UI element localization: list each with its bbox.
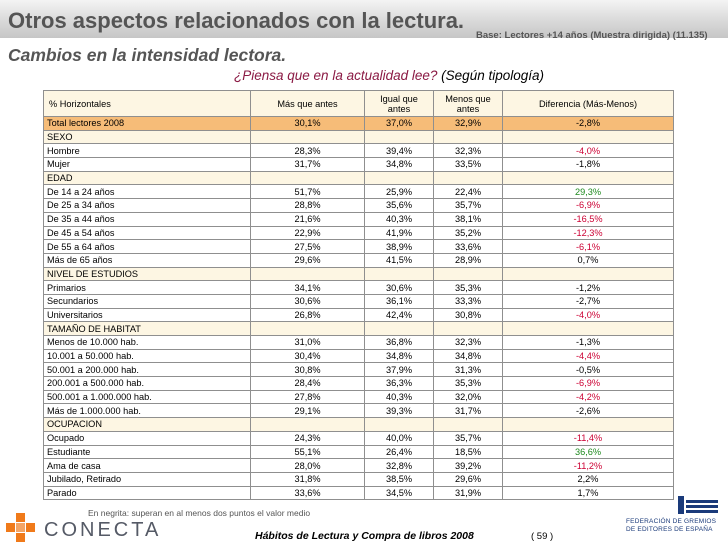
column-header: Diferencia (Más-Menos) [503,91,674,117]
page-title: Otros aspectos relacionados con la lectura. [8,8,465,33]
cell-less: 28,9% [434,253,503,267]
row-label: 10.001 a 50.000 hab. [44,349,251,363]
cell-difference: -11,4% [503,431,674,445]
section-title: TAMAÑO DE HABITAT [44,322,251,336]
cell-less: 38,1% [434,212,503,226]
cell-same: 32,8% [365,459,434,473]
cell-difference: -11,2% [503,459,674,473]
cell-difference: -1,3% [503,336,674,350]
cell-same: 36,1% [365,294,434,308]
row-label: Hombre [44,144,251,158]
section-header-row [44,322,674,336]
row-label: 500.001 a 1.000.000 hab. [44,390,251,404]
cell-same: 37,0% [365,117,434,131]
cell-more: 33,6% [251,486,365,500]
cell-same: 34,5% [365,486,434,500]
survey-question [234,68,544,83]
cell-less: 33,6% [434,240,503,254]
row-label: Primarios [44,281,251,295]
table-row [44,226,674,240]
cell-less: 32,3% [434,144,503,158]
cell-difference: -4,2% [503,390,674,404]
cell-same: 40,3% [365,390,434,404]
row-label: De 14 a 24 años [44,185,251,199]
cell-less: 35,3% [434,281,503,295]
empty-cell [434,418,503,432]
cell-less: 35,2% [434,226,503,240]
cell-more: 21,6% [251,212,365,226]
cell-less: 32,0% [434,390,503,404]
total-row [44,117,674,131]
cell-same: 26,4% [365,445,434,459]
table-row [44,308,674,322]
table-row [44,199,674,213]
cell-same: 34,8% [365,349,434,363]
empty-cell [503,130,674,144]
cell-more: 27,8% [251,390,365,404]
empty-cell [365,418,434,432]
row-label: 50.001 a 200.000 hab. [44,363,251,377]
table-row [44,144,674,158]
row-label: Secundarios [44,294,251,308]
cell-difference: -6,9% [503,377,674,391]
table-row [44,390,674,404]
table-row [44,486,674,500]
table-body [44,117,674,500]
cell-less: 35,7% [434,199,503,213]
cell-same: 38,5% [365,472,434,486]
cell-difference: -4,0% [503,144,674,158]
cell-difference: -2,7% [503,294,674,308]
cell-more: 29,6% [251,253,365,267]
cell-more: 51,7% [251,185,365,199]
cell-difference: -0,5% [503,363,674,377]
column-header: Igual que antes [365,91,434,117]
cell-more: 31,0% [251,336,365,350]
cell-less: 22,4% [434,185,503,199]
cell-more: 34,1% [251,281,365,295]
cell-more: 26,8% [251,308,365,322]
cell-more: 30,4% [251,349,365,363]
section-title: OCUPACION [44,418,251,432]
footnote: En negrita: superan en al menos dos puntos el valor medio [88,508,311,518]
row-label: Ocupado [44,431,251,445]
empty-cell [365,171,434,185]
cell-less: 18,5% [434,445,503,459]
cell-more: 31,8% [251,472,365,486]
cell-same: 36,3% [365,377,434,391]
section-header-row [44,171,674,185]
cell-more: 22,9% [251,226,365,240]
cell-less: 35,3% [434,377,503,391]
cell-difference: 2,2% [503,472,674,486]
cell-less: 32,3% [434,336,503,350]
cell-more: 29,1% [251,404,365,418]
column-header: Menos que antes [434,91,503,117]
column-header: Más que antes [251,91,365,117]
cell-less: 35,7% [434,431,503,445]
row-label: Más de 65 años [44,253,251,267]
cell-same: 34,8% [365,158,434,172]
page-subtitle: Cambios en la intensidad lectora. [8,45,287,65]
row-label: Mujer [44,158,251,172]
table-row [44,212,674,226]
cell-same: 39,4% [365,144,434,158]
table-row [44,349,674,363]
row-label: De 25 a 34 años [44,199,251,213]
cell-difference: -6,1% [503,240,674,254]
cell-difference: -4,0% [503,308,674,322]
empty-cell [365,322,434,336]
cell-more: 30,8% [251,363,365,377]
cell-same: 42,4% [365,308,434,322]
section-header-row [44,267,674,281]
report-title: Hábitos de Lectura y Compra de libros 2008 [255,530,474,542]
cell-same: 35,6% [365,199,434,213]
cell-difference: 1,7% [503,486,674,500]
cell-more: 27,5% [251,240,365,254]
row-label: Jubilado, Retirado [44,472,251,486]
cell-less: 31,7% [434,404,503,418]
empty-cell [434,322,503,336]
row-label: Más de 1.000.000 hab. [44,404,251,418]
row-label: Parado [44,486,251,500]
table-row [44,404,674,418]
row-label: De 35 a 44 años [44,212,251,226]
cell-more: 30,6% [251,294,365,308]
cell-difference: 0,7% [503,253,674,267]
cell-difference: -1,2% [503,281,674,295]
cell-same: 40,3% [365,212,434,226]
cell-difference: -16,5% [503,212,674,226]
cell-difference: 29,3% [503,185,674,199]
cell-difference: -2,6% [503,404,674,418]
cell-difference: -2,8% [503,117,674,131]
row-label: De 45 a 54 años [44,226,251,240]
empty-cell [251,267,365,281]
cell-less: 33,3% [434,294,503,308]
row-label: Universitarios [44,308,251,322]
federation-line: DE EDITORES DE ESPAÑA [626,526,713,533]
cell-difference: -4,4% [503,349,674,363]
cell-less: 29,6% [434,472,503,486]
table-row [44,459,674,473]
table-row [44,281,674,295]
empty-cell [251,130,365,144]
cell-same: 36,8% [365,336,434,350]
table-row [44,377,674,391]
row-label: Total lectores 2008 [44,117,251,131]
cell-more: 31,7% [251,158,365,172]
table-row [44,445,674,459]
cell-difference: -6,9% [503,199,674,213]
empty-cell [503,171,674,185]
section-header-row [44,418,674,432]
table-row [44,363,674,377]
empty-cell [365,267,434,281]
empty-cell [365,130,434,144]
cell-less: 34,8% [434,349,503,363]
empty-cell [503,267,674,281]
federation-emblem-icon [676,494,720,516]
cell-more: 28,4% [251,377,365,391]
empty-cell [503,322,674,336]
row-label: Menos de 10.000 hab. [44,336,251,350]
empty-cell [251,322,365,336]
table-row [44,336,674,350]
cell-more: 28,0% [251,459,365,473]
row-label: Estudiante [44,445,251,459]
cell-same: 41,5% [365,253,434,267]
row-label: 200.001 a 500.000 hab. [44,377,251,391]
table-row [44,185,674,199]
cell-same: 25,9% [365,185,434,199]
table-row [44,431,674,445]
column-header: % Horizontales [44,91,251,117]
table-row [44,158,674,172]
cell-same: 37,9% [365,363,434,377]
table-row [44,253,674,267]
cell-same: 40,0% [365,431,434,445]
cell-same: 39,3% [365,404,434,418]
cell-less: 39,2% [434,459,503,473]
empty-cell [434,130,503,144]
cell-same: 30,6% [365,281,434,295]
cell-more: 28,3% [251,144,365,158]
cell-difference: -1,8% [503,158,674,172]
table-row [44,294,674,308]
cell-same: 38,9% [365,240,434,254]
empty-cell [434,171,503,185]
row-label: De 55 a 64 años [44,240,251,254]
table-header-row [44,91,674,117]
empty-cell [434,267,503,281]
logo-text: CONECTA [44,519,162,541]
cell-more: 55,1% [251,445,365,459]
base-note: Base: Lectores +14 años (Muestra dirigida) (11.135) [476,30,708,41]
section-title: SEXO [44,130,251,144]
cell-difference: -12,3% [503,226,674,240]
empty-cell [251,171,365,185]
cell-less: 32,9% [434,117,503,131]
row-label: Ama de casa [44,459,251,473]
federation-line: FEDERACIÓN DE GREMIOS [626,518,717,525]
results-table [43,90,674,500]
cell-more: 30,1% [251,117,365,131]
cell-more: 28,8% [251,199,365,213]
section-title: EDAD [44,171,251,185]
cell-less: 30,8% [434,308,503,322]
federation-name [626,518,724,534]
page-number: ( 59 ) [531,531,554,542]
cell-less: 31,3% [434,363,503,377]
table-row [44,472,674,486]
cell-same: 41,9% [365,226,434,240]
empty-cell [251,418,365,432]
question-text: ¿Piensa que en la actualidad lee? [234,68,438,83]
cell-less: 33,5% [434,158,503,172]
cell-more: 24,3% [251,431,365,445]
question-type: (Según tipología) [441,68,544,83]
table-row [44,240,674,254]
cell-difference: 36,6% [503,445,674,459]
empty-cell [503,418,674,432]
cell-less: 31,9% [434,486,503,500]
section-title: NIVEL DE ESTUDIOS [44,267,251,281]
section-header-row [44,130,674,144]
